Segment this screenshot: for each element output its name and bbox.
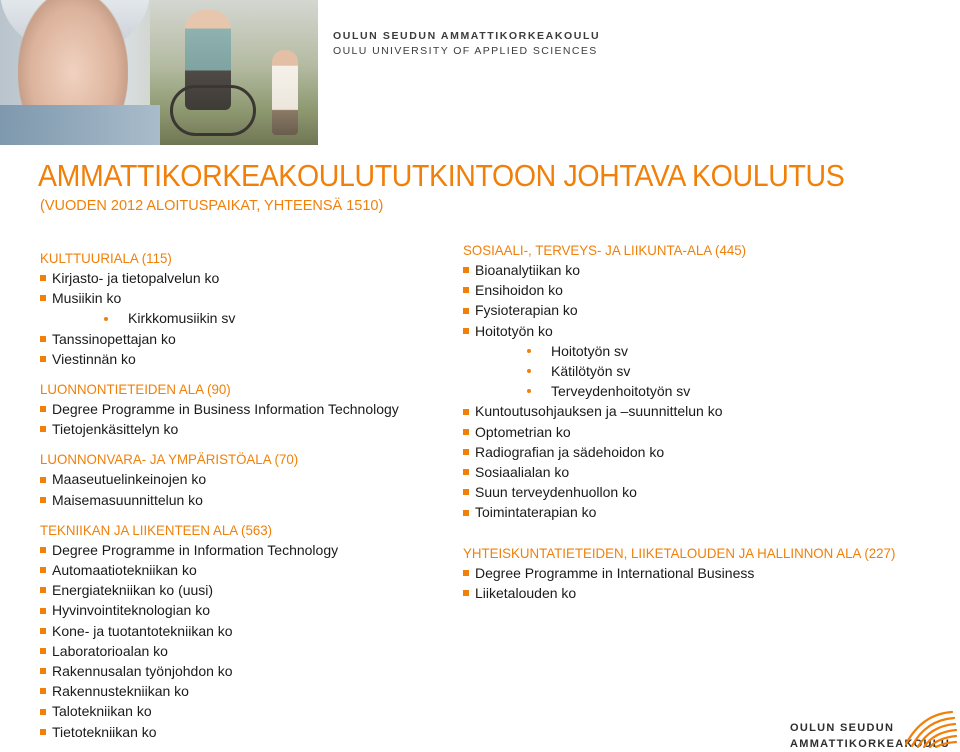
list-item: Degree Programme in International Business	[463, 563, 958, 583]
square-bullet-icon	[463, 469, 469, 475]
section-sosiaali-terveys	[463, 240, 958, 523]
square-bullet-icon	[40, 497, 46, 503]
square-bullet-icon	[40, 426, 46, 432]
page-title: AMMATTIKORKEAKOULUTUTKINTOON JOHTAVA KOULUTUS	[38, 158, 845, 193]
right-column	[463, 240, 958, 603]
list-item: Maaseutuelinkeinojen ko	[40, 469, 440, 489]
list-item: Tietojenkäsittelyn ko	[40, 419, 440, 439]
sub-list-item: Kätilötyön sv	[463, 361, 958, 381]
square-bullet-icon	[40, 336, 46, 342]
list-item: Kirjasto- ja tietopalvelun ko	[40, 268, 440, 288]
square-bullet-icon	[40, 567, 46, 573]
square-bullet-icon	[463, 590, 469, 596]
section-heading: KULTTUURIALA (115)	[40, 250, 172, 266]
list-item: Viestinnän ko	[40, 349, 440, 369]
photo-scarf	[0, 105, 160, 145]
list-item: Bioanalytiikan ko	[463, 260, 958, 280]
list-item: Suun terveydenhuollon ko	[463, 482, 958, 502]
sub-list-item: Hoitotyön sv	[463, 341, 958, 361]
square-bullet-icon	[463, 449, 469, 455]
list-item: Energiatekniikan ko (uusi)	[40, 580, 440, 600]
square-bullet-icon	[463, 570, 469, 576]
section-heading: TEKNIIKAN JA LIIKENTEEN ALA (563)	[40, 521, 273, 538]
header-photo	[0, 0, 318, 145]
square-bullet-icon	[40, 688, 46, 694]
list-item: Optometrian ko	[463, 422, 958, 442]
dot-bullet-icon	[527, 369, 531, 373]
square-bullet-icon	[40, 709, 46, 715]
square-bullet-icon	[463, 267, 469, 273]
square-bullet-icon	[463, 287, 469, 293]
section-heading: LUONNONVARA- JA YMPÄRISTÖALA (70)	[40, 451, 299, 468]
sub-list-item: Terveydenhoitotyön sv	[463, 381, 958, 401]
list-item: Talotekniikan ko	[40, 701, 440, 721]
square-bullet-icon	[40, 628, 46, 634]
square-bullet-icon	[40, 729, 46, 735]
photo-bicycle	[170, 85, 256, 136]
list-item: Toimintaterapian ko	[463, 502, 958, 522]
footer-logo-line1: OULUN SEUDUN	[790, 722, 895, 734]
page-subtitle: (VUODEN 2012 ALOITUSPAIKAT, YHTEENSÄ 1510)	[40, 198, 384, 214]
square-bullet-icon	[40, 406, 46, 412]
square-bullet-icon	[40, 668, 46, 674]
section-heading: SOSIAALI-, TERVEYS- JA LIIKUNTA-ALA (445)	[463, 242, 747, 258]
list-item: Ensihoidon ko	[463, 280, 958, 300]
section-tekniikka	[40, 520, 440, 742]
list-item: Hyvinvointiteknologian ko	[40, 600, 440, 620]
dot-bullet-icon	[527, 389, 531, 393]
square-bullet-icon	[40, 356, 46, 362]
square-bullet-icon	[40, 648, 46, 654]
square-bullet-icon	[40, 275, 46, 281]
school-logo-icon	[900, 708, 958, 748]
square-bullet-icon	[40, 477, 46, 483]
school-brand	[333, 30, 600, 57]
square-bullet-icon	[40, 547, 46, 553]
list-item: Kuntoutusohjauksen ja –suunnittelun ko	[463, 401, 958, 421]
section-yhteiskuntatieteet	[463, 543, 958, 603]
sub-list-item: Kirkkomusiikin sv	[40, 308, 440, 328]
list-item: Maisemasuunnittelun ko	[40, 490, 440, 510]
square-bullet-icon	[463, 489, 469, 495]
square-bullet-icon	[463, 328, 469, 334]
section-heading: LUONNONTIETEIDEN ALA (90)	[40, 381, 231, 398]
left-column	[40, 248, 440, 742]
square-bullet-icon	[40, 608, 46, 614]
section-kulttuuriala	[40, 248, 440, 369]
list-item: Tietotekniikan ko	[40, 722, 440, 742]
list-item: Rakennustekniikan ko	[40, 681, 440, 701]
photo-walker	[272, 50, 298, 135]
square-bullet-icon	[463, 409, 469, 415]
list-item: Musiikin ko	[40, 288, 440, 308]
list-item: Degree Programme in Business Information Technology	[40, 399, 440, 419]
square-bullet-icon	[463, 429, 469, 435]
list-item: Hoitotyön ko	[463, 321, 958, 341]
school-name-fi: OULUN SEUDUN AMMATTIKORKEAKOULU	[333, 30, 601, 42]
list-item: Degree Programme in Information Technology	[40, 540, 440, 560]
square-bullet-icon	[40, 587, 46, 593]
section-heading: YHTEISKUNTATIETEIDEN, LIIKETALOUDEN JA HALLINNON ALA (227)	[463, 544, 896, 561]
footer-logo-line2: AMMATTIKORKEAKOULU	[790, 738, 951, 750]
square-bullet-icon	[463, 510, 469, 516]
list-item: Automaatiotekniikan ko	[40, 560, 440, 580]
square-bullet-icon	[40, 295, 46, 301]
section-luonnonvara	[40, 449, 440, 509]
section-luonnontieteet	[40, 379, 440, 439]
list-item: Radiografian ja sädehoidon ko	[463, 442, 958, 462]
school-name-en: OULU UNIVERSITY OF APPLIED SCIENCES	[333, 45, 598, 57]
list-item: Kone- ja tuotantotekniikan ko	[40, 621, 440, 641]
list-item: Tanssinopettajan ko	[40, 329, 440, 349]
list-item: Liiketalouden ko	[463, 583, 958, 603]
list-item: Sosiaalialan ko	[463, 462, 958, 482]
dot-bullet-icon	[104, 317, 108, 321]
square-bullet-icon	[463, 308, 469, 314]
list-item: Fysioterapian ko	[463, 300, 958, 320]
list-item: Laboratorioalan ko	[40, 641, 440, 661]
dot-bullet-icon	[527, 349, 531, 353]
list-item: Rakennusalan työnjohdon ko	[40, 661, 440, 681]
